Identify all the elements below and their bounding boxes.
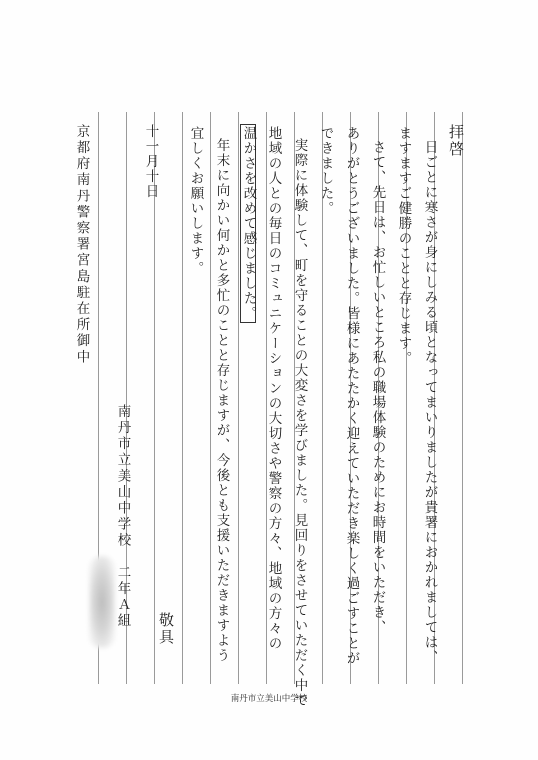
- closing: 敬具: [157, 612, 175, 646]
- date: 十一月十日: [142, 124, 159, 199]
- ruled-line: [238, 112, 239, 684]
- letter-line-8: 温かさを改めて感じました。: [240, 126, 257, 321]
- letter-line-5: できました。: [317, 126, 334, 216]
- school-footer: 南丹市立美山中学校: [230, 694, 308, 704]
- letter-line-7: 地域の人との毎日のコミュニケーションの大切さや警察の方々、地域の方々の: [265, 126, 282, 651]
- ruled-line: [462, 112, 463, 684]
- letter-line-2: ますますご健勝のことと存じます。: [395, 126, 412, 366]
- letter-line-10: 宜しくお願いします。: [187, 126, 204, 276]
- salutation: 拝啓: [447, 124, 465, 158]
- letter-line-1: 日ごとに寒さが身にしみる頃となってまいりましたが貴署におかれましては、: [421, 140, 438, 665]
- letter-line-6: 実際に体験して、町を守ることの大変さを学びました。見回りをさせていただく中で: [291, 138, 308, 708]
- letter-line-4: ありがとうございました。皆様にあたたかく迎えていただき楽しく過ごすことが: [343, 126, 360, 666]
- sender-name: 南丹市立美山中学校 二年Ａ組: [114, 404, 131, 630]
- ruled-line: [210, 112, 211, 684]
- redacted-name: [89, 556, 115, 648]
- letter-line-3: さて、先日は、お忙しいところ私の職場体験のためにお時間をいただき、: [369, 140, 386, 635]
- recipient: 京都府南丹警察署宮島駐在所御中: [73, 124, 90, 366]
- ruled-line: [182, 112, 183, 684]
- letter-line-9: 年末に向かい何かと多忙のことと存じますが、今後とも支援いただきますよう: [213, 138, 230, 663]
